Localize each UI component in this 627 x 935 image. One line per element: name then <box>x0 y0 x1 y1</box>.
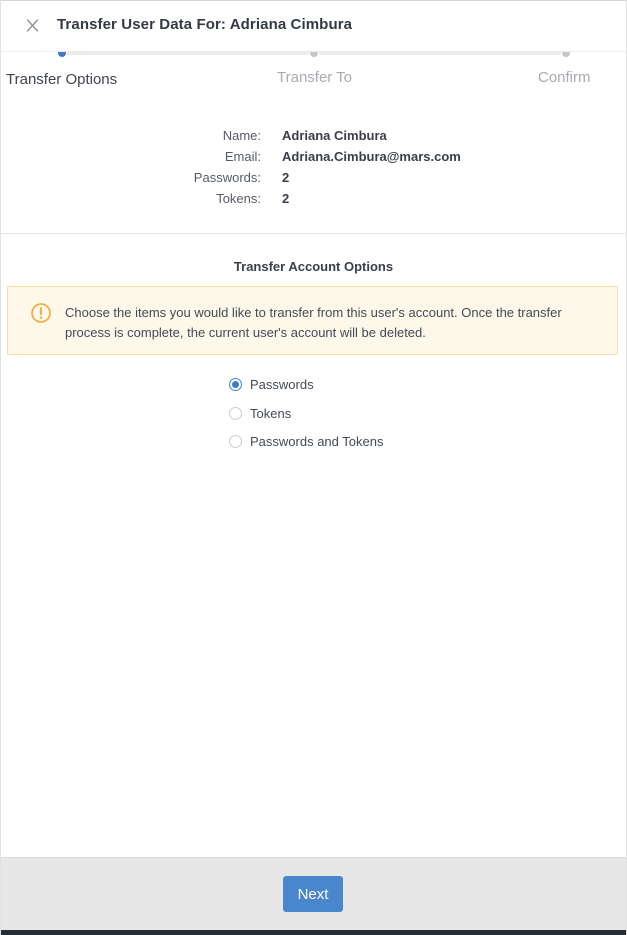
name-value: Adriana Cimbura <box>282 128 387 143</box>
info-row-name <box>1 128 626 149</box>
alert-message: Choose the items you would like to transfer from this user's account. Once the transfer process is complete, the current user's account will be deleted. <box>65 305 562 340</box>
step-connector <box>67 52 309 55</box>
passwords-value: 2 <box>282 170 290 185</box>
dialog-header <box>1 0 626 52</box>
info-row-passwords <box>1 170 626 191</box>
dialog-footer <box>1 857 626 931</box>
step-transfer-options[interactable]: Transfer Options <box>6 71 118 88</box>
name-label: Name: <box>222 128 261 143</box>
info-row-tokens <box>1 191 626 212</box>
step-transfer-to[interactable]: Transfer To <box>277 69 353 86</box>
transfer-options-title: Transfer Account Options <box>233 259 394 274</box>
email-value: Adriana.Cimbura@mars.com <box>282 149 461 164</box>
option-tokens-label: Tokens <box>250 406 292 421</box>
dialog-title: Transfer User Data For: Adriana Cimbura <box>57 16 353 33</box>
tokens-value: 2 <box>282 191 290 206</box>
close-icon <box>23 14 43 36</box>
next-button[interactable]: Next <box>283 876 343 912</box>
radio-button[interactable] <box>229 407 242 420</box>
passwords-label: Passwords: <box>193 170 261 185</box>
close-button[interactable] <box>23 14 43 36</box>
tokens-label: Tokens: <box>216 191 261 206</box>
option-passwords-and-tokens-label: Passwords and Tokens <box>250 434 384 449</box>
radio-button[interactable] <box>229 435 242 448</box>
step-confirm[interactable]: Confirm <box>538 69 591 86</box>
section-divider <box>1 233 626 234</box>
radio-button-selected[interactable] <box>229 378 242 391</box>
warning-alert <box>7 286 618 355</box>
option-passwords-label: Passwords <box>250 377 314 392</box>
taskbar-edge <box>1 930 626 935</box>
step-connector <box>319 52 561 55</box>
warning-circle-icon <box>30 302 52 324</box>
email-label: Email: <box>224 149 261 164</box>
info-row-email <box>1 149 626 170</box>
